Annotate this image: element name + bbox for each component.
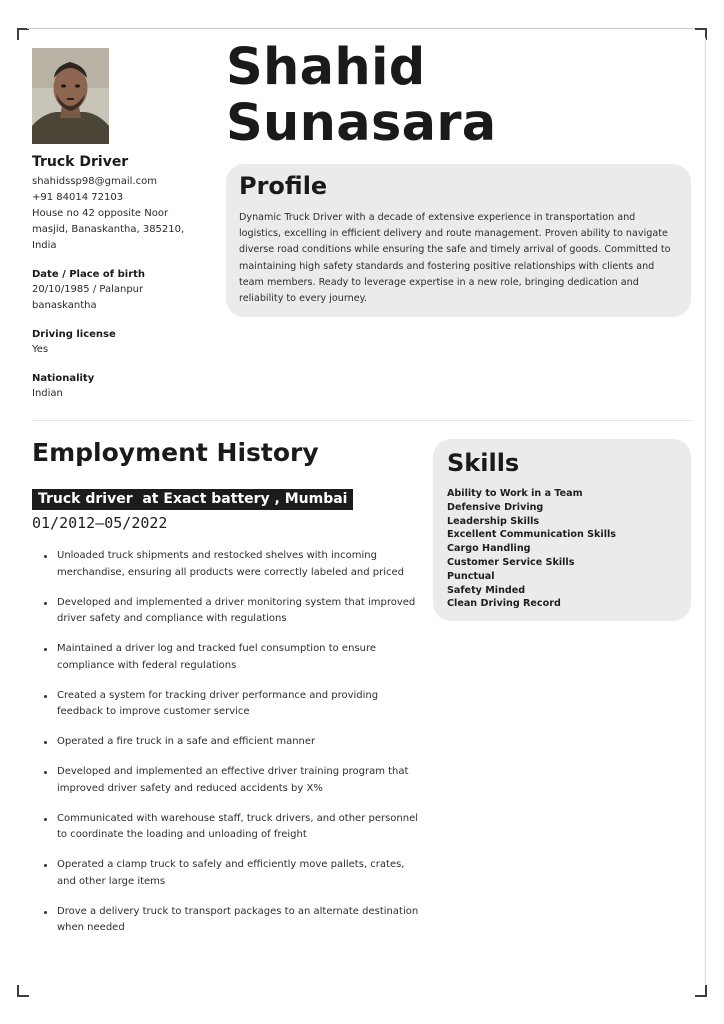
skill-item: Defensive Driving [447,501,544,513]
email-text: shahidssp98@gmail.com [32,176,157,187]
page-corner-top-left [17,28,29,40]
list-item: Drove a delivery truck to transport packages to an alternate destination when needed [40,904,420,937]
job-title: Truck Driver [32,154,129,170]
list-item: Created a system for tracking driver performance and providing feedback to improve customer service [40,688,420,721]
profile-photo [32,48,109,144]
license-label: Driving license [32,329,116,340]
address-line-2: masjid, Banaskantha, 385210, [32,224,185,235]
candidate-name [226,40,497,152]
list-item: Developed and implemented an effective driver training program that improved driver safety and reduced accidents by X% [40,764,420,797]
skill-item: Clean Driving Record [447,598,561,610]
job-dates: 01/2012—05/2022 [32,514,168,532]
section-divider [32,420,692,421]
page-edge-right [705,38,706,985]
page-corner-bottom-right [695,985,707,997]
list-item: Operated a clamp truck to safely and efficiently move pallets, crates, and other large items [40,857,420,890]
birth-label: Date / Place of birth [32,269,146,280]
list-item: Unloaded truck shipments and restocked shelves with incoming merchandise, ensuring all products were correctly labeled and priced [40,548,420,581]
list-item: Operated a fire truck in a safe and efficient manner [40,734,420,751]
list-item: Communicated with warehouse staff, truck drivers, and other personnel to coordinate the loading and unloading of freight [40,811,420,844]
nationality-value: Indian [32,388,63,399]
skill-item: Excellent Communication Skills [447,529,617,541]
employment-heading: Employment History [32,438,319,467]
list-item: Developed and implemented a driver monitoring system that improved driver safety and compliance with regulations [40,595,420,628]
skill-item: Customer Service Skills [447,556,575,568]
list-item: Maintained a driver log and tracked fuel consumption to ensure compliance with federal regulations [40,641,420,674]
skills-section [433,439,691,621]
candidate-first-name: Shahid [226,38,426,97]
skill-item: Cargo Handling [447,543,531,555]
page-edge-top [27,28,695,29]
profile-summary: Dynamic Truck Driver with a decade of extensive experience in transportation and logistics, excelling in efficient delivery and route management. Proven ability to navigate diverse road conditions while ensuring the safe and timely arrival of goods. Committed to maintaining high safety standards and fostering positive relationships with clients and team members. Ready to leverage expertise in a new role, bringing dedication and reliability to every journey. [239,212,671,305]
page-corner-bottom-left [17,985,29,997]
address-line-1: House no 42 opposite Noor [32,208,169,219]
nationality-label: Nationality [32,373,95,384]
skill-item: Leadership Skills [447,515,540,527]
duties-list [40,548,420,950]
skill-item: Punctual [447,570,495,582]
job-position-label: Truck driver at Exact battery , Mumbai [32,489,353,510]
skills-list [447,487,616,611]
skill-item: Ability to Work in a Team [447,488,583,499]
phone-text: +91 84014 72103 [32,192,124,203]
profile-section [226,164,691,317]
license-value: Yes [32,344,49,355]
address-line-3: India [32,240,57,251]
skills-heading: Skills [447,449,520,477]
birth-value-line-1: 20/10/1985 / Palanpur [32,284,144,295]
profile-heading: Profile [239,172,328,200]
candidate-last-name: Sunasara [226,94,497,153]
skill-item: Safety Minded [447,584,526,596]
birth-value-line-2: banaskantha [32,300,97,311]
contact-column [32,154,212,402]
